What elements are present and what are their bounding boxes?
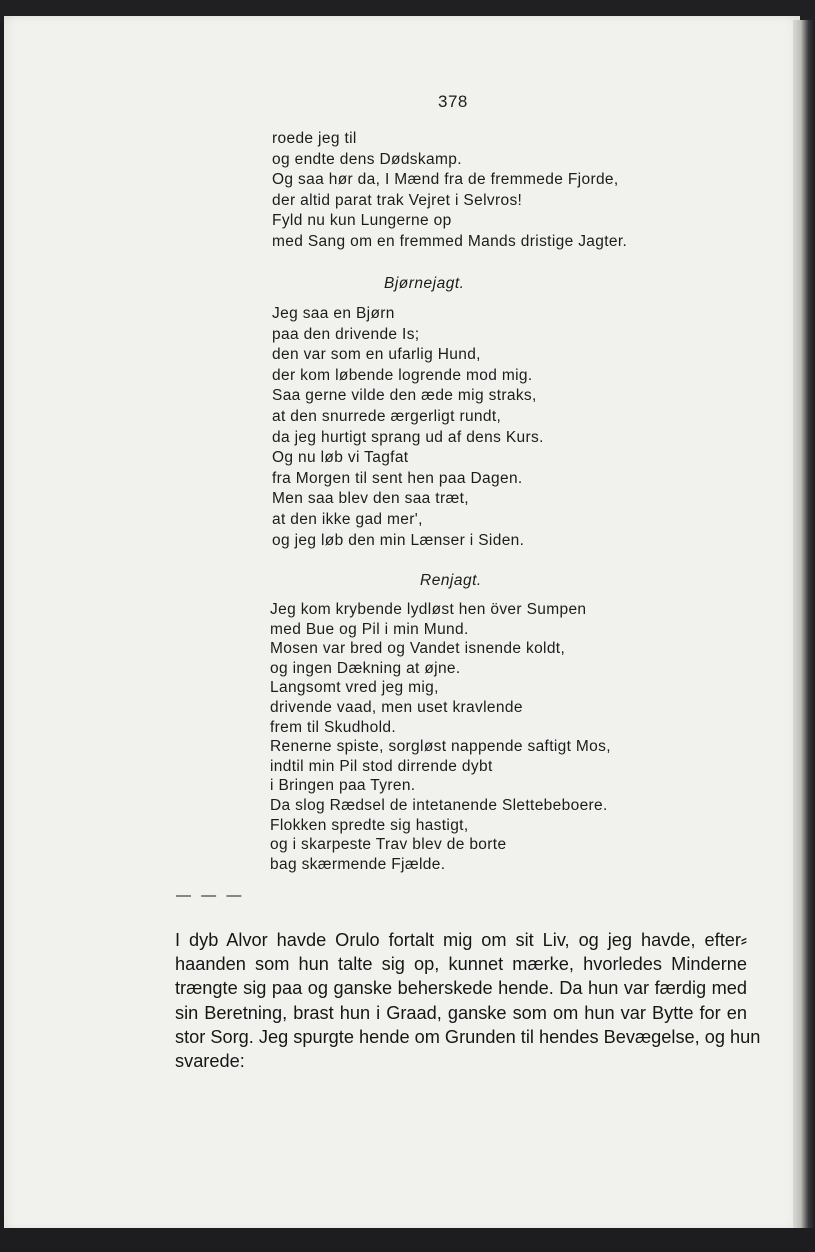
verse-line: Saa gerne vilde den æde mig straks,	[272, 387, 537, 405]
verse-line: der kom løbende logrende mod mig.	[272, 366, 533, 384]
scan-bottom-border	[0, 1228, 815, 1252]
prose-line: trængte sig paa og ganske beherskede hende. Da hun var færdig med	[175, 978, 747, 999]
prose-line: I dyb Alvor havde Orulo fortalt mig om sit Liv, og jeg havde, efter⸗	[175, 930, 747, 950]
verse-line: fra Morgen til sent hen paa Dagen.	[272, 469, 523, 487]
verse-line: og ingen Dækning at øjne.	[270, 659, 461, 677]
verse-line: med Sang om en fremmed Mands dristige Jagter.	[272, 232, 628, 250]
verse-line: roede jeg til	[272, 130, 357, 147]
section-separator: — — —	[176, 887, 245, 904]
verse-line: Mosen var bred og Vandet isnende koldt,	[270, 640, 566, 658]
prose-line: haanden som hun talte sig op, kunnet mærke, hvorledes Minderne	[175, 954, 747, 975]
prose-line: svarede:	[175, 1050, 245, 1071]
verse-line: og jeg løb den min Lænser i Siden.	[272, 531, 525, 549]
verse-line: frem til Skudhold.	[270, 718, 397, 736]
verse-line: der altid parat trak Vejret i Selvros!	[272, 191, 523, 209]
poem-title-reindeer-hunt: Renjagt.	[420, 572, 482, 589]
verse-line: og i skarpeste Trav blev de borte	[270, 836, 507, 854]
verse-line: Men saa blev den saa træt,	[272, 490, 469, 508]
verse-line: i Bringen paa Tyren.	[270, 777, 416, 795]
verse-line: bag skærmende Fjælde.	[270, 855, 446, 873]
verse-line: da jeg hurtigt sprang ud af dens Kurs.	[272, 428, 544, 446]
verse-line: Jeg saa en Bjørn	[272, 305, 395, 322]
verse-line: Jeg kom krybende lydløst hen över Sumpen	[270, 601, 587, 618]
prose-line: sin Beretning, brast hun i Graad, ganske som om hun var Bytte for en	[175, 1002, 747, 1023]
verse-line: Fyld nu kun Lungerne op	[272, 212, 452, 230]
verse-line: at den snurrede ærgerligt rundt,	[272, 407, 502, 425]
verse-line: den var som en ufarlig Hund,	[272, 346, 481, 364]
verse-line: Langsomt vred jeg mig,	[270, 679, 439, 697]
book-binding-edge	[793, 20, 815, 1230]
verse-line: Da slog Rædsel de intetanende Slettebeboere.	[270, 796, 608, 814]
page-number: 378	[438, 92, 468, 111]
verse-line: Flokken spredte sig hastigt,	[270, 816, 469, 834]
verse-line: og endte dens Dødskamp.	[272, 150, 462, 168]
verse-line: at den ikke gad mer',	[272, 510, 423, 528]
poem-title-bear-hunt: Bjørnejagt.	[384, 275, 465, 292]
verse-line: Og nu løb vi Tagfat	[272, 449, 409, 467]
prose-line: stor Sorg. Jeg spurgte hende om Grunden til hendes Bevægelse, og hun	[175, 1026, 761, 1047]
prose-paragraph	[175, 928, 761, 1073]
verse-line: Og saa hør da, I Mænd fra de fremmede Fjorde,	[272, 171, 619, 189]
verse-line: med Bue og Pil i min Mund.	[270, 620, 469, 638]
poem-reindeer-hunt	[270, 600, 611, 874]
poem-bear-hunt	[272, 304, 544, 551]
verse-line: drivende vaad, men uset kravlende	[270, 698, 523, 716]
verse-line: paa den drivende Is;	[272, 325, 420, 343]
verse-intro	[272, 129, 627, 253]
verse-line: Renerne spiste, sorgløst nappende saftigt Mos,	[270, 738, 611, 756]
verse-line: indtil min Pil stod dirrende dybt	[270, 757, 493, 775]
